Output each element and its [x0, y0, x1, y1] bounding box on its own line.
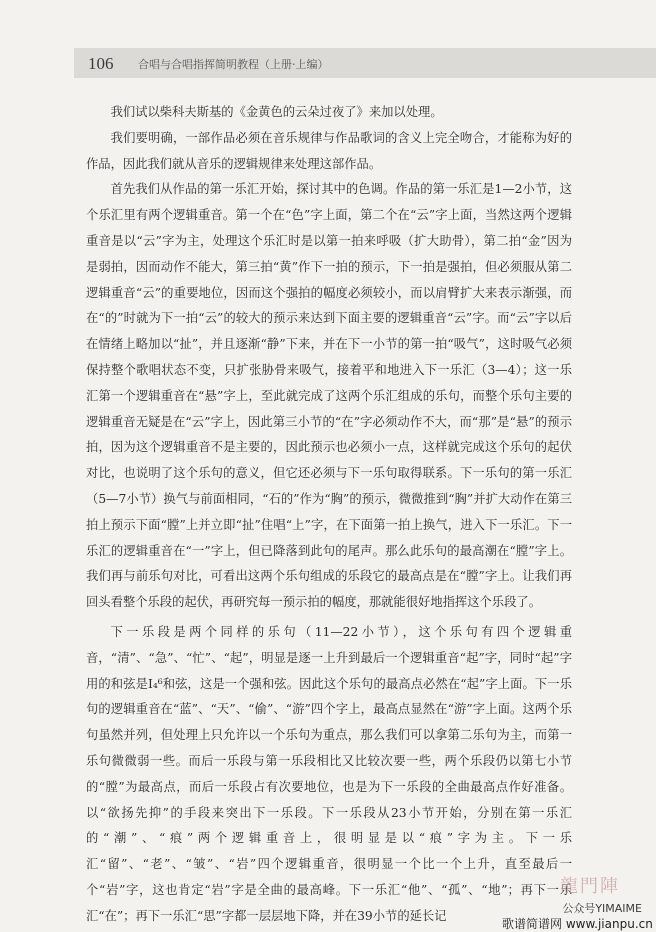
page-number: 106 — [88, 54, 114, 73]
paragraph: 我们试以柴科夫斯基的《金黄色的云朵过夜了》来加以处理。 — [110, 105, 443, 119]
running-title: 合唱与合唱指挥简明教程（上册·上编） — [138, 58, 329, 71]
watermark-logo: 龍門陣 — [560, 876, 620, 897]
page-header — [74, 48, 656, 78]
body-text — [86, 100, 572, 930]
paragraph: 首先我们从作品的第一乐汇开始，探讨其中的色调。作品的第一乐汇是1—2小节，这个乐汇里有两个逻辑重音。第一个在“色”字上面，第二个在“云”字上面，当然这两个逻辑重音是以“云”字为主，处理这个乐汇时是以第一拍来呼吸（扩大助骨），第二拍“金”因为是弱拍，因而动作不能大，第三拍“黄”作下一拍的预示，下一拍是强拍，但必须服从第二逻辑重音“云”的重要地位，因而这个强拍的幅度必须较小，而以肩臂扩大来表示渐强，而在“的”时就为下一拍“云”的较大的预示来达到下面主要的逻辑重音“云”字。而“云”字以后在情绪上略加以“扯”，并且逐渐“静”下来，并在下一小节的第一拍“吸气”，这时吸气必须保持整个歌唱状态不变，只扩张胁骨来吸气，接着平和地进入下一乐汇（3—4）；这一乐汇第一个逻辑重音在“悬”字上，至此就完成了这两个乐汇组成的乐句，而整个乐句主要的逻辑重音无疑是在“云”字上，因此第三小节的“在”字必须动作不大，而“那”是“悬”的预示拍，因为这个逻辑重音不是主要的，因此预示也必须小一点，这样就完成这个乐句的起伏对比，也说明了这个乐句的意义，但它还必须与下一乐句取得联系。下一乐句的第一乐汇（5—7小节）换气与前面相同，“石的”作为“胸”的预示，微微推到“胸”并扩大动作在第三拍上预示下面“膛”上并立即“扯”住唱“上”字，在下面第一拍上换气，进入下一乐汇。下一乐汇的逻辑重音在“一”字上，但已降落到此句的尾声。那么此乐句的最高潮在“膛”字上。我们再与前乐句对比，可看出这两个乐句组成的乐段它的最高点是在“膛”字上。让我们再回头看整个乐段的起伏，再研究每一预示拍的幅度，那就能很好地指挥这个乐段了。 — [86, 182, 572, 610]
paragraph: 我们要明确，一部作品必须在音乐规律与作品歌词的含义上完全吻合，才能称为好的作品，因此我们就从音乐的逻辑规律来处理这部作品。 — [86, 130, 572, 171]
watermark-site: 歌谱简谱网 www.jianpu.cn — [502, 917, 653, 931]
watermark-account: 公众号YIMAIME — [562, 902, 642, 915]
paragraph: 下一乐段是两个同样的乐句（11—22小节），这个乐句有四个逻辑重音，“清”、“急”、“忙”、“起”，明显是逐一上升到最后一个逻辑重音“起”字，同时“起”字用的和弦是I₄⁶和弦，这是一个强和弦。因此这个乐句的最高点必然在“起”字上面。下一乐句的逻辑重音在“蓝”、“天”、“偷”、“游”四个字上，最高点显然在“游”字上面。这两个乐句虽然并列，但处理上只允许以一个乐句为重点，那么我们可以拿第二乐句为主，而第一乐句微微弱一些。而后一乐段与第一乐段相比又比较次要一些，两个乐段仍以第七小节的“膛”为最高点，而后一乐段占有次要地位，也是为下一乐段的全曲最高点作好准备。以“欲扬先抑”的手段来突出下一乐段。下一乐段从23小节开始，分别在第一乐汇的“潮”、“痕”两个逻辑重音上，很明显是以“痕”字为主。下一乐汇“留”、“老”、“皱”、“岩”四个逻辑重音，很明显一个比一个上升，直至最后一个“岩”字，这也肯定“岩”字是全曲的最高峰。下一乐汇“他”、“孤”、“地”；再下一乐汇“在”；再下一乐汇“思”字都一层层地下降，并在39小节的延长记 — [86, 624, 572, 923]
